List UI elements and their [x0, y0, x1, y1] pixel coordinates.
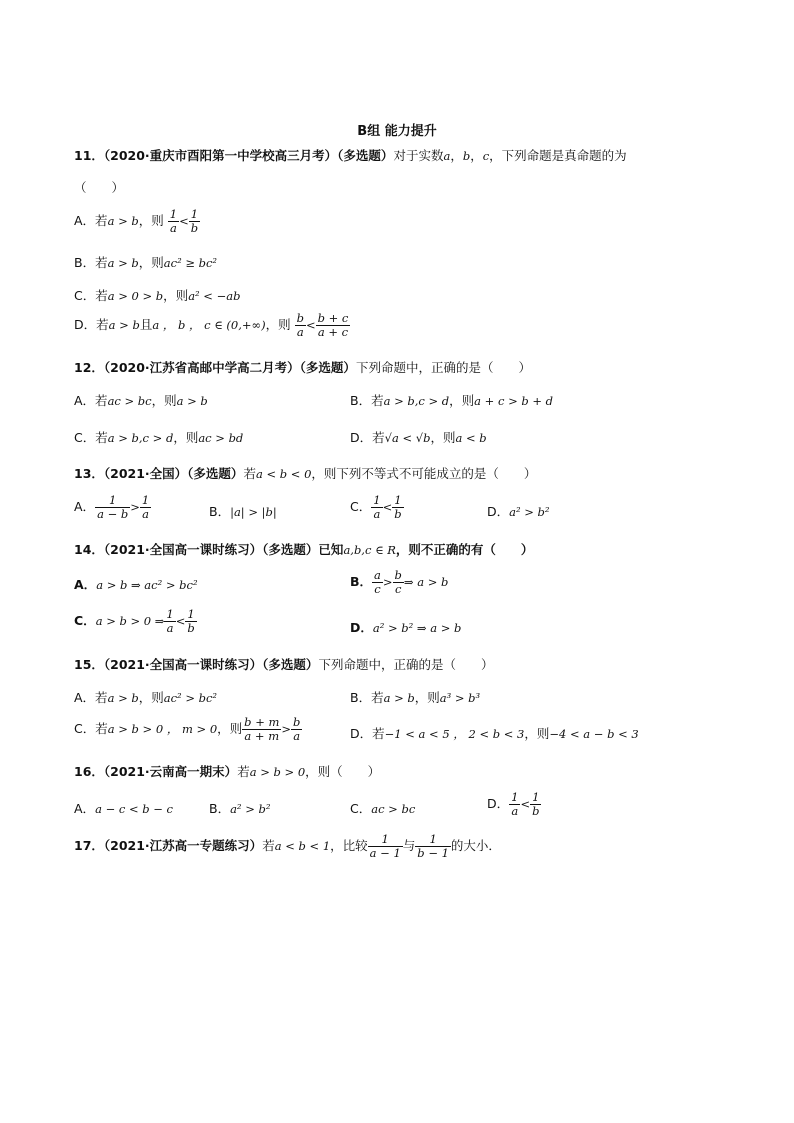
text-fragment: ，比较 [330, 838, 368, 853]
text-fragment: b [532, 804, 540, 818]
question-13-source: 13．（2021·全国）（多选题） [74, 466, 244, 481]
question-14 [74, 540, 734, 558]
option-15-b [350, 688, 480, 706]
text-fragment: ，则 [138, 690, 164, 705]
option-12-c [74, 430, 243, 445]
text-fragment: ，则 [163, 288, 189, 303]
question-17 [74, 833, 734, 860]
text-fragment: B． [209, 801, 231, 816]
text-fragment: D．若 [74, 317, 109, 332]
text-fragment: a [371, 507, 382, 521]
option-11-a [74, 208, 734, 235]
text-fragment: a [164, 621, 175, 635]
text-fragment: C． [74, 613, 96, 628]
text-fragment: D．若 [350, 726, 385, 741]
text-fragment: a > b > 0 [249, 765, 306, 779]
text-fragment: a² > b² [230, 802, 271, 816]
option-11-c [74, 286, 734, 304]
option-13-a [74, 494, 151, 521]
text-fragment: 1 [429, 832, 437, 846]
text-fragment: D．若 [350, 430, 385, 445]
text-fragment: a > b > 0 ， m > 0 [107, 722, 218, 736]
option-16-c [350, 799, 415, 817]
text-fragment: a − c < b − c [95, 802, 174, 816]
fraction [316, 312, 351, 339]
text-fragment: ，则 [449, 393, 475, 408]
text-fragment: a,b,c ∈ R [343, 543, 396, 557]
text-fragment: B．若 [350, 393, 384, 408]
fraction [189, 208, 200, 235]
options-13-row [74, 492, 734, 528]
text-fragment: a [168, 221, 179, 235]
text-fragment: c [372, 582, 383, 596]
text-fragment: ⇒ a > b [403, 575, 449, 589]
question-12 [74, 358, 734, 376]
text-fragment: 下列命题中，正确的是（ ） [355, 360, 531, 375]
text-fragment: > [281, 722, 292, 736]
text-fragment: b [187, 621, 195, 635]
text-fragment: < [175, 614, 186, 628]
text-fragment: a > b [107, 214, 139, 228]
option-12-d [350, 428, 487, 446]
text-fragment: a [443, 149, 451, 163]
text-fragment: ，则 [217, 721, 243, 736]
option-15-a [74, 690, 217, 705]
text-fragment: b [394, 568, 402, 582]
option-11-b [74, 253, 734, 271]
text-fragment: a [295, 325, 306, 339]
text-fragment: a³ > b³ [439, 691, 481, 705]
text-fragment: 1 [141, 493, 150, 507]
text-fragment: a² > b² ⇒ a > b [372, 621, 462, 635]
text-fragment: < [520, 797, 531, 811]
text-fragment: a + c [316, 325, 351, 339]
text-fragment: ac > bc [107, 394, 152, 408]
text-fragment: A． [74, 499, 96, 514]
text-fragment: 对于实数 [393, 148, 444, 163]
text-fragment: ，则 [265, 317, 291, 332]
text-fragment: 1 [381, 832, 389, 846]
text-fragment: < [305, 318, 316, 332]
text-fragment: A．若 [74, 393, 108, 408]
text-fragment: A． [74, 577, 97, 592]
text-fragment: 且 [139, 317, 153, 332]
text-fragment: 1 [187, 607, 195, 621]
options-12-row2 [74, 428, 734, 446]
text-fragment: a > b [107, 256, 139, 270]
text-fragment: 1 [373, 493, 381, 507]
question-16-source: 16．（2021·云南高一期末） [74, 764, 238, 779]
text-fragment: b [462, 149, 471, 163]
text-fragment: C．若 [74, 288, 108, 303]
text-fragment: b + c [317, 311, 349, 325]
text-fragment: D． [487, 796, 510, 811]
question-15-source: 15．（2021·全国高一课时练习）（多选题） [74, 657, 319, 672]
text-fragment: C．若 [74, 430, 108, 445]
text-fragment: 1 [394, 493, 402, 507]
options-15-row1 [74, 688, 734, 706]
text-fragment: a > b [108, 318, 140, 332]
text-fragment: ，则 [151, 393, 177, 408]
question-16 [74, 762, 734, 780]
text-fragment: 与 [402, 838, 416, 853]
option-14-d [350, 618, 461, 636]
text-fragment: b + m [244, 715, 280, 729]
option-15-d [350, 724, 639, 742]
text-fragment: a < b < 0 [255, 467, 312, 481]
question-15 [74, 655, 734, 673]
text-fragment: C．若 [74, 721, 108, 736]
text-fragment: ac² > bc² [163, 691, 218, 705]
option-11-d [74, 312, 734, 339]
text-fragment: ，则 [524, 726, 550, 741]
fraction [295, 312, 306, 339]
question-13 [74, 464, 734, 482]
option-15-c [74, 716, 302, 743]
text-fragment: a > b [176, 394, 208, 408]
text-fragment: a > b > 0 ⇒ [95, 614, 165, 628]
options-12-row1 [74, 391, 734, 409]
option-16-d [487, 791, 541, 818]
text-fragment: a [509, 804, 520, 818]
text-fragment: c [393, 582, 404, 596]
text-fragment: a > 0 > b [107, 289, 164, 303]
text-fragment: 1 [108, 493, 117, 507]
text-fragment: < [179, 214, 189, 228]
text-fragment: C． [350, 801, 372, 816]
options-16-row [74, 789, 734, 825]
option-16-a [74, 799, 173, 817]
text-fragment: b − 1 [417, 846, 449, 860]
option-16-b [209, 799, 270, 817]
option-12-a [74, 393, 208, 408]
option-13-c [350, 494, 404, 521]
text-fragment: 的大小． [450, 838, 501, 853]
text-fragment: −1 < a < 5 ， 2 < b < 3 [384, 727, 525, 741]
text-fragment: b [394, 507, 402, 521]
text-fragment: a > b ⇒ ac² > bc² [96, 578, 198, 592]
question-12-source: 12．（2020·江苏省高邮中学高二月考）（多选题） [74, 360, 356, 375]
text-fragment: 1 [166, 607, 174, 621]
text-fragment: −4 < a − b < 3 [549, 727, 639, 741]
text-fragment: a < b < 1 [274, 839, 331, 853]
question-11-paren: （ ） [74, 180, 125, 195]
text-fragment: a [291, 729, 302, 743]
text-fragment: ，则 [414, 690, 440, 705]
text-fragment: b [190, 221, 199, 235]
text-fragment: b [293, 715, 301, 729]
text-fragment: 1 [169, 207, 178, 221]
text-fragment: ，下列命题是真命题的为 [489, 148, 627, 163]
text-fragment: 下列命题中，正确的是（ ） [318, 657, 494, 672]
text-fragment: a > b [383, 691, 415, 705]
text-fragment: a > b,c > d [383, 394, 450, 408]
text-fragment: 若 [262, 838, 275, 853]
text-fragment: a² > b² [509, 505, 550, 519]
text-fragment: B． [350, 574, 373, 589]
option-13-b [209, 502, 277, 520]
text-fragment: ac > bd [198, 431, 244, 445]
text-fragment: ac > bc [371, 802, 416, 816]
text-fragment: ，则 [430, 430, 456, 445]
text-fragment: D． [487, 504, 510, 519]
text-fragment: a < b [455, 431, 487, 445]
text-fragment: 1 [190, 207, 199, 221]
text-fragment: 若 [237, 764, 250, 779]
text-fragment: ，则 [138, 255, 164, 270]
text-fragment: ，则不正确的有（ ） [395, 542, 534, 557]
text-fragment: < [382, 500, 393, 514]
option-14-a [74, 575, 198, 593]
text-fragment: ，则 [138, 213, 164, 228]
text-fragment: √a < √b [384, 431, 431, 445]
option-14-b [350, 569, 448, 596]
options-14-row1 [74, 567, 734, 601]
text-fragment: B．若 [74, 255, 108, 270]
question-11-source: 11．（2020·重庆市酉阳第一中学校高三月考）（多选题） [74, 148, 394, 163]
text-fragment: B． [209, 504, 231, 519]
text-fragment: c [482, 149, 490, 163]
section-title: B组 能力提升 [357, 124, 437, 139]
question-17-source: 17．（2021·江苏高一专题练习） [74, 838, 263, 853]
text-fragment: 1 [511, 790, 519, 804]
text-fragment: A． [74, 801, 96, 816]
text-fragment: 1 [532, 790, 540, 804]
text-fragment: a [374, 568, 381, 582]
question-11: 11．（2020·重庆市酉阳第一中学校高三月考）（多选题）对于实数a，b，c，下列命题是真命题的为 [74, 148, 627, 163]
question-14-source: 14．（2021·全国高一课时练习）（多选题）已知 [74, 542, 344, 557]
text-fragment: ，则 [173, 430, 199, 445]
options-14-row2 [74, 606, 734, 642]
text-fragment: a > b,c > d [107, 431, 174, 445]
text-fragment: a ， b ， c ∈ (0,+∞) [152, 318, 266, 332]
text-fragment: B．若 [350, 690, 384, 705]
text-fragment: D． [350, 620, 373, 635]
text-fragment: b [296, 311, 304, 325]
text-fragment: a² < −ab [188, 289, 241, 303]
text-fragment: |a| > |b| [230, 505, 277, 519]
text-fragment: 若 [243, 466, 256, 481]
option-14-c [74, 608, 197, 635]
text-fragment: C． [350, 499, 372, 514]
text-fragment: A．若 [74, 690, 108, 705]
text-fragment: > [130, 500, 140, 514]
text-fragment: a + m [242, 729, 281, 743]
text-fragment: ，则下列不等式不可能成立的是（ ） [311, 466, 537, 481]
option-13-d [487, 502, 550, 520]
fraction [168, 208, 179, 235]
text-fragment: a > b [107, 691, 139, 705]
options-15-row2 [74, 714, 734, 750]
text-fragment: ac² ≥ bc² [163, 256, 218, 270]
text-fragment: A．若 [74, 213, 108, 228]
text-fragment: a − 1 [369, 846, 401, 860]
text-fragment: > [382, 575, 393, 589]
text-fragment: a − b [97, 507, 129, 521]
option-12-b [350, 391, 553, 409]
text-fragment: a [140, 507, 151, 521]
text-fragment: a + c > b + d [474, 394, 554, 408]
text-fragment: ，则（ ） [305, 764, 381, 779]
